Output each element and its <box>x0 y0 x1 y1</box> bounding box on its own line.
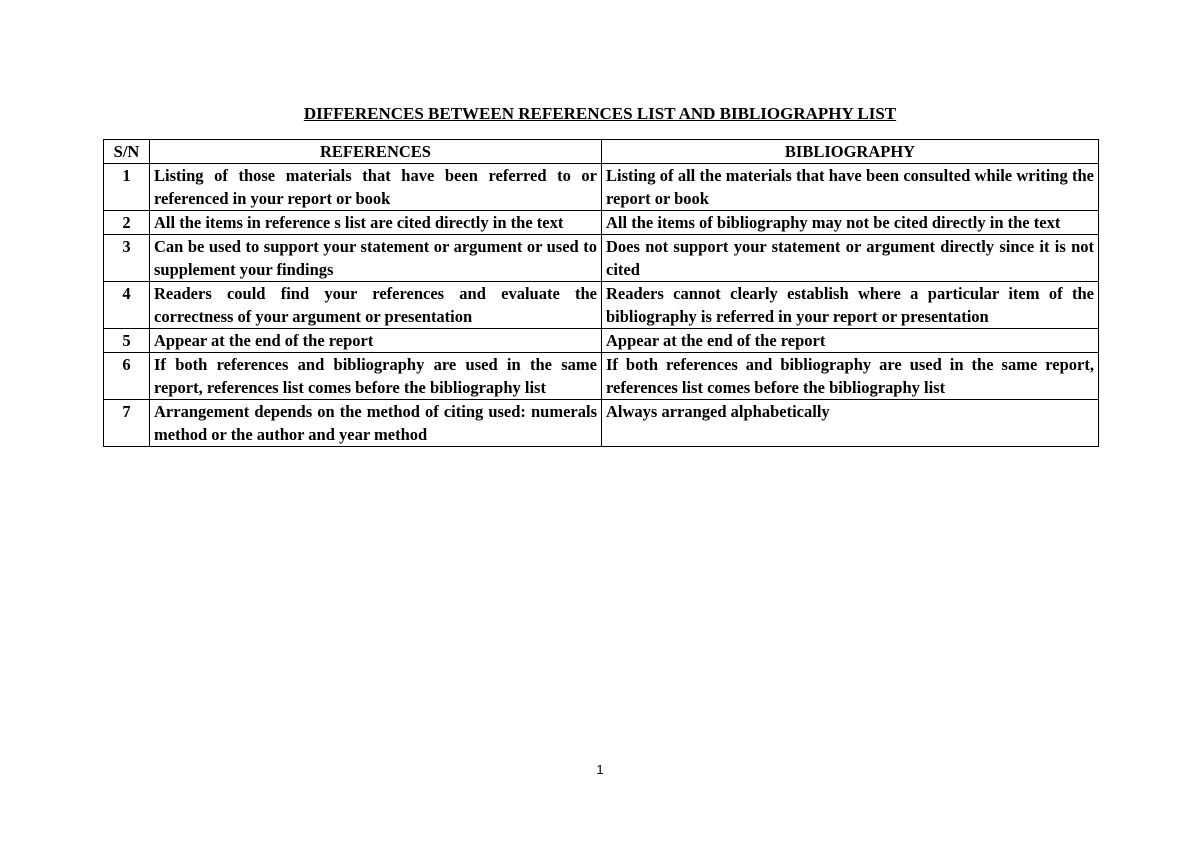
row-sn: 5 <box>104 329 150 353</box>
row-references: Can be used to support your statement or argument or used to supplement your findings <box>150 235 602 282</box>
row-sn: 4 <box>104 282 150 329</box>
row-references: If both references and bibliography are used in the same report, references list comes before the bibliography list <box>150 353 602 400</box>
row-sn: 6 <box>104 353 150 400</box>
table-row <box>104 282 1099 329</box>
table-row <box>104 353 1099 400</box>
table-header-row <box>104 140 1099 164</box>
comparison-table <box>103 139 1099 447</box>
page-title: DIFFERENCES BETWEEN REFERENCES LIST AND BIBLIOGRAPHY LIST <box>303 104 897 123</box>
row-references: Readers could find your references and evaluate the correctness of your argument or presentation <box>150 282 602 329</box>
row-bibliography: Always arranged alphabetically <box>602 400 1099 447</box>
row-sn: 2 <box>104 211 150 235</box>
page-number: 1 <box>596 762 604 777</box>
row-bibliography: Does not support your statement or argument directly since it is not cited <box>602 235 1099 282</box>
table-row <box>104 211 1099 235</box>
header-bibliography: BIBLIOGRAPHY <box>602 140 1099 164</box>
row-bibliography: Readers cannot clearly establish where a particular item of the bibliography is referred in your report or presentation <box>602 282 1099 329</box>
row-bibliography: Appear at the end of the report <box>602 329 1099 353</box>
row-references: Arrangement depends on the method of citing used: numerals method or the author and year method <box>150 400 602 447</box>
header-references: REFERENCES <box>150 140 602 164</box>
row-sn: 1 <box>104 164 150 211</box>
row-sn: 7 <box>104 400 150 447</box>
row-bibliography: If both references and bibliography are used in the same report, references list comes before the bibliography list <box>602 353 1099 400</box>
table-row <box>104 329 1099 353</box>
table-row <box>104 400 1099 447</box>
row-references: Appear at the end of the report <box>150 329 602 353</box>
header-sn: S/N <box>104 140 150 164</box>
table-row <box>104 164 1099 211</box>
row-references: All the items in reference s list are cited directly in the text <box>150 211 602 235</box>
row-bibliography: All the items of bibliography may not be cited directly in the text <box>602 211 1099 235</box>
row-bibliography: Listing of all the materials that have been consulted while writing the report or book <box>602 164 1099 211</box>
row-references: Listing of those materials that have been referred to or referenced in your report or book <box>150 164 602 211</box>
row-sn: 3 <box>104 235 150 282</box>
table-row <box>104 235 1099 282</box>
